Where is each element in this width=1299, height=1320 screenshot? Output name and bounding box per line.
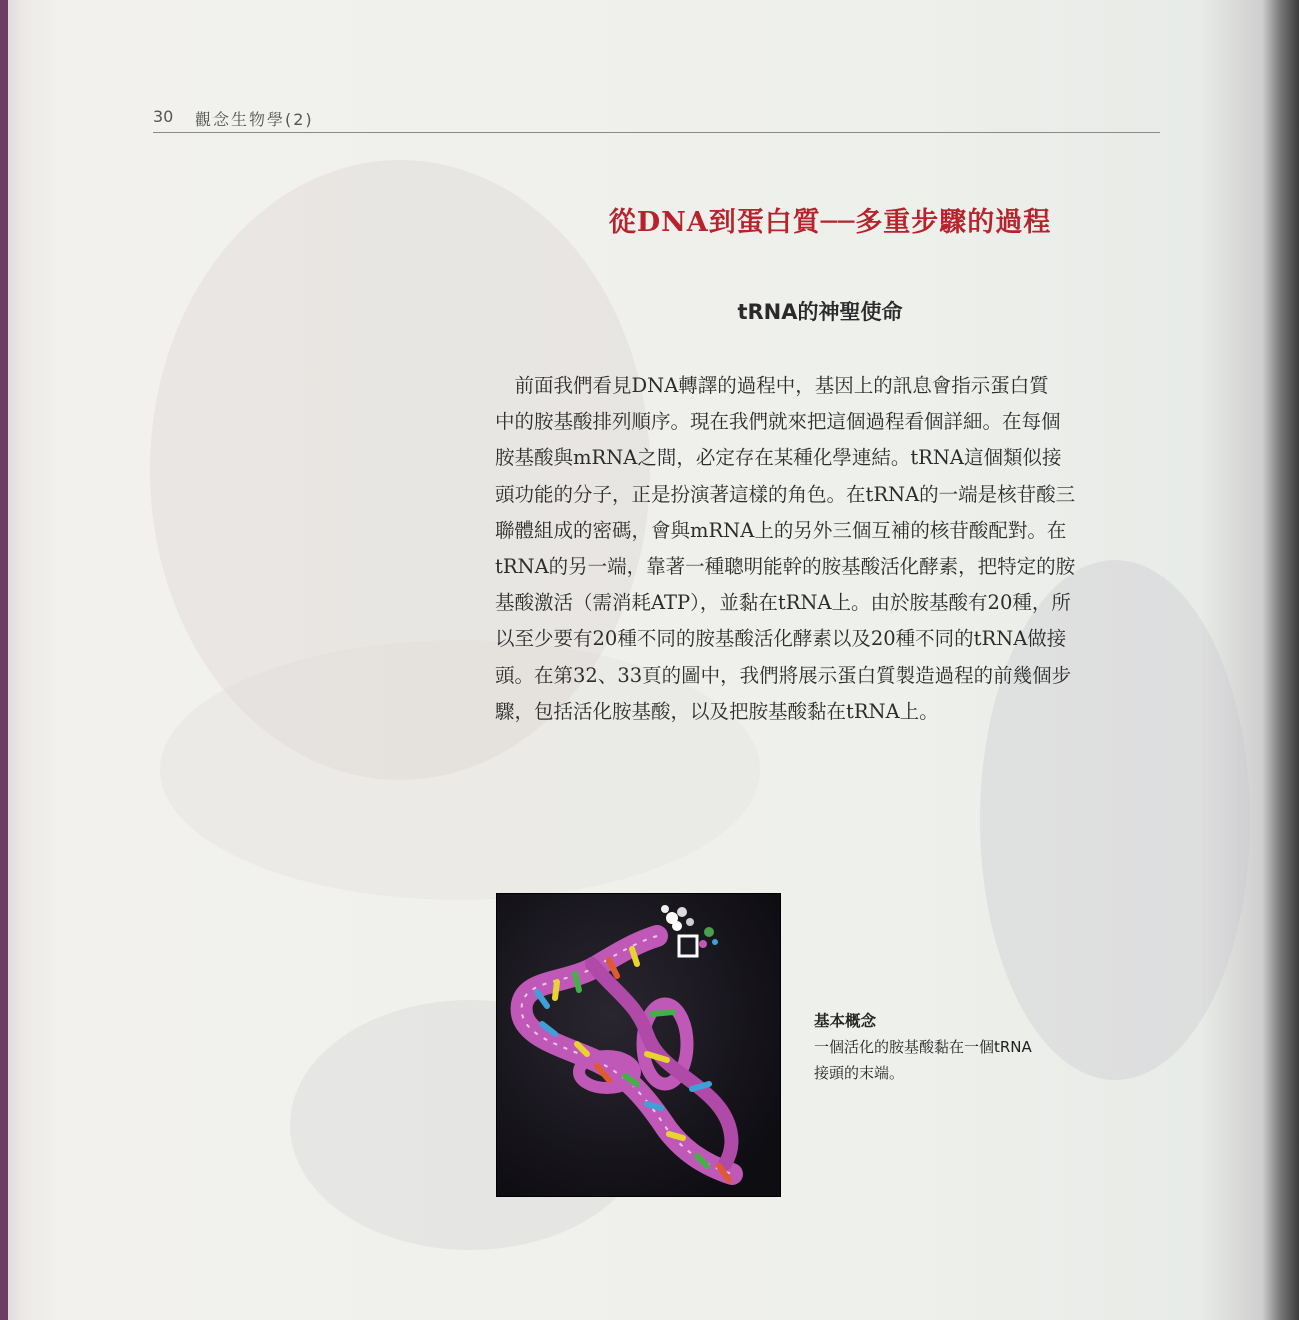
body-paragraph bbox=[495, 368, 1165, 730]
caption-line: 一個活化的胺基酸黏在一個tRNA bbox=[814, 1038, 1032, 1056]
paragraph-line: 以至少要有20種不同的胺基酸活化酵素以及20種不同的tRNA做接 bbox=[495, 627, 1067, 651]
paragraph-line: 驟，包括活化胺基酸，以及把胺基酸黏在tRNA上。 bbox=[495, 699, 939, 723]
caption-line: 接頭的末端。 bbox=[814, 1064, 905, 1082]
paragraph-line: 頭。在第32、33頁的圖中，我們將展示蛋白質製造過程的前幾個步 bbox=[495, 663, 1072, 687]
paragraph-line: 中的胺基酸排列順序。現在我們就來把這個過程看個詳細。在每個 bbox=[495, 410, 1061, 434]
paragraph-line: 胺基酸與mRNA之間，必定存在某種化學連結。tRNA這個類似接 bbox=[495, 446, 1062, 470]
section-title: 從DNA到蛋白質──多重步驟的過程 bbox=[608, 207, 1052, 238]
page-header bbox=[153, 104, 1160, 133]
trna-strand-drawing bbox=[497, 894, 780, 1196]
running-title: 觀念生物學(2) bbox=[195, 110, 314, 129]
caption-title: 基本概念 bbox=[814, 1012, 877, 1030]
section-subtitle: tRNA的神聖使命 bbox=[737, 300, 903, 324]
paragraph-line: 基酸激活（需消耗ATP），並黏在tRNA上。由於胺基酸有20種，所 bbox=[495, 591, 1071, 615]
paragraph-line: 頭功能的分子，正是扮演著這樣的角色。在tRNA的一端是核苷酸三 bbox=[495, 482, 1076, 506]
page-binding-edge bbox=[0, 0, 8, 1320]
page-number: 30 bbox=[153, 107, 174, 126]
trna-illustration bbox=[496, 893, 781, 1197]
paragraph-line: 前面我們看見DNA轉譯的過程中，基因上的訊息會指示蛋白質 bbox=[495, 374, 1049, 397]
paragraph-line: 聯體組成的密碼，會與mRNA上的另外三個互補的核苷酸配對。在 bbox=[495, 518, 1067, 542]
paragraph-line: tRNA的另一端，靠著一種聰明能幹的胺基酸活化酵素，把特定的胺 bbox=[495, 554, 1076, 578]
figure-caption bbox=[814, 1008, 1134, 1086]
